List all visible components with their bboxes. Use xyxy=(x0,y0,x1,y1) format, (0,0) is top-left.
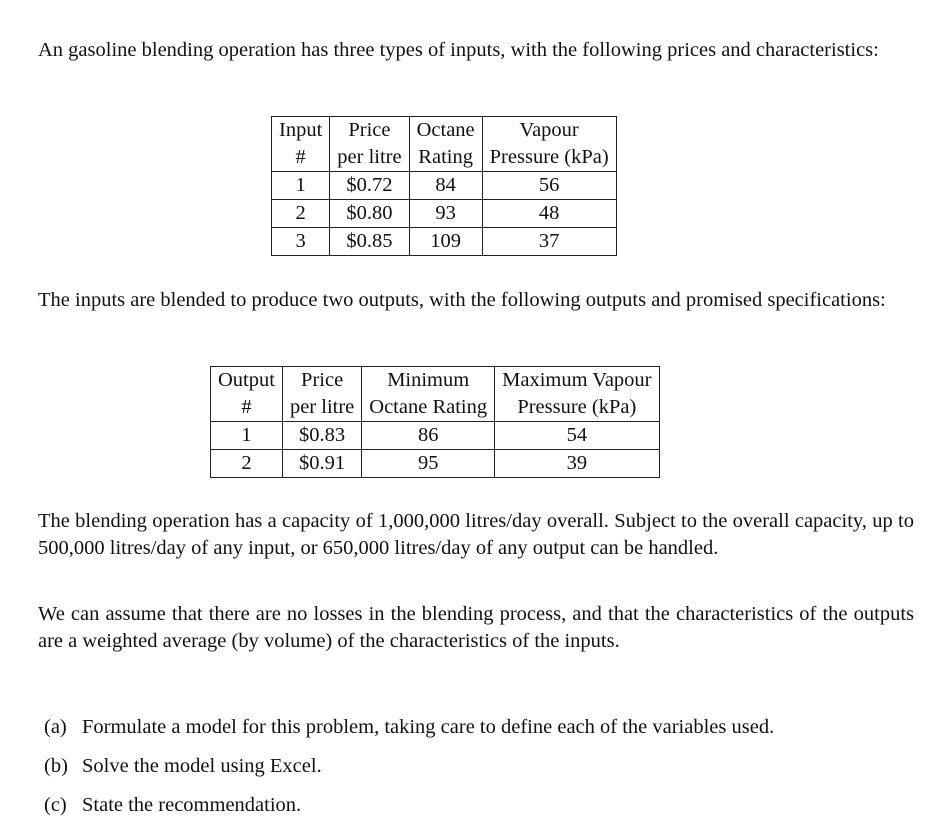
header-cell: Vapour xyxy=(482,117,616,145)
header-cell: Price xyxy=(282,367,361,395)
table-row xyxy=(272,200,617,228)
table-cell: $0.80 xyxy=(330,200,409,228)
table-cell: 2 xyxy=(272,200,330,228)
question-label: (b) xyxy=(44,755,68,777)
table-cell: $0.72 xyxy=(330,172,409,200)
question-label: (c) xyxy=(44,794,67,816)
header-cell: Maximum Vapour xyxy=(495,367,659,395)
table-cell: 95 xyxy=(362,450,495,478)
table-cell: 39 xyxy=(495,450,659,478)
capacity-paragraph: The blending operation has a capacity of 1,000,000 litres/day overall. Subject to the overall capacity, up to 500,000 litres/day of any input, or 650,000 litres/day of any output can be handled. xyxy=(38,510,914,559)
table-cell: 84 xyxy=(409,172,482,200)
question-item xyxy=(44,792,774,831)
header-cell: # xyxy=(211,394,283,422)
header-cell: Octane xyxy=(409,117,482,145)
header-cell: Rating xyxy=(409,144,482,172)
outputs-table xyxy=(210,366,660,478)
question-text: Solve the model using Excel. xyxy=(82,755,322,777)
table-cell: 1 xyxy=(272,172,330,200)
header-cell: # xyxy=(272,144,330,172)
header-cell: per litre xyxy=(282,394,361,422)
table-row xyxy=(272,172,617,200)
table-cell: $0.85 xyxy=(330,228,409,256)
question-text: State the recommendation. xyxy=(82,794,302,816)
table-cell: 37 xyxy=(482,228,616,256)
table-cell: 56 xyxy=(482,172,616,200)
table-header-row xyxy=(272,144,617,172)
question-text: Formulate a model for this problem, taking care to define each of the variables used. xyxy=(82,716,775,738)
header-cell: per litre xyxy=(330,144,409,172)
outputs-intro-paragraph: The inputs are blended to produce two outputs, with the following outputs and promised specifications: xyxy=(38,289,886,311)
header-cell: Pressure (kPa) xyxy=(495,394,659,422)
table-cell: 1 xyxy=(211,422,283,450)
header-cell: Octane Rating xyxy=(362,394,495,422)
header-cell: Pressure (kPa) xyxy=(482,144,616,172)
question-item xyxy=(44,753,774,792)
question-item xyxy=(44,714,774,753)
intro-paragraph: An gasoline blending operation has three types of inputs, with the following prices and characteristics: xyxy=(38,39,879,61)
header-cell: Price xyxy=(330,117,409,145)
header-cell: Input xyxy=(279,119,323,141)
table-cell: $0.83 xyxy=(282,422,361,450)
table-header-row xyxy=(272,117,617,145)
table-cell: 48 xyxy=(482,200,616,228)
table-cell: 54 xyxy=(495,422,659,450)
table-header-row xyxy=(211,367,660,395)
table-row xyxy=(211,422,660,450)
header-cell: Minimum xyxy=(362,367,495,395)
table-row xyxy=(272,228,617,256)
table-cell: 3 xyxy=(295,230,306,252)
table-cell: 93 xyxy=(409,200,482,228)
table-cell: 2 xyxy=(241,452,252,474)
table-row xyxy=(211,450,660,478)
question-label: (a) xyxy=(44,716,67,738)
table-header-row xyxy=(211,394,660,422)
question-list xyxy=(44,714,774,831)
inputs-table xyxy=(271,116,617,256)
table-cell: 109 xyxy=(409,228,482,256)
assumption-paragraph: We can assume that there are no losses in the blending process, and that the characteristics of the outputs are a weighted average (by volume) of the characteristics of the inputs. xyxy=(38,603,914,652)
table-cell: $0.91 xyxy=(282,450,361,478)
header-cell: Output xyxy=(218,369,275,391)
table-cell: 86 xyxy=(362,422,495,450)
